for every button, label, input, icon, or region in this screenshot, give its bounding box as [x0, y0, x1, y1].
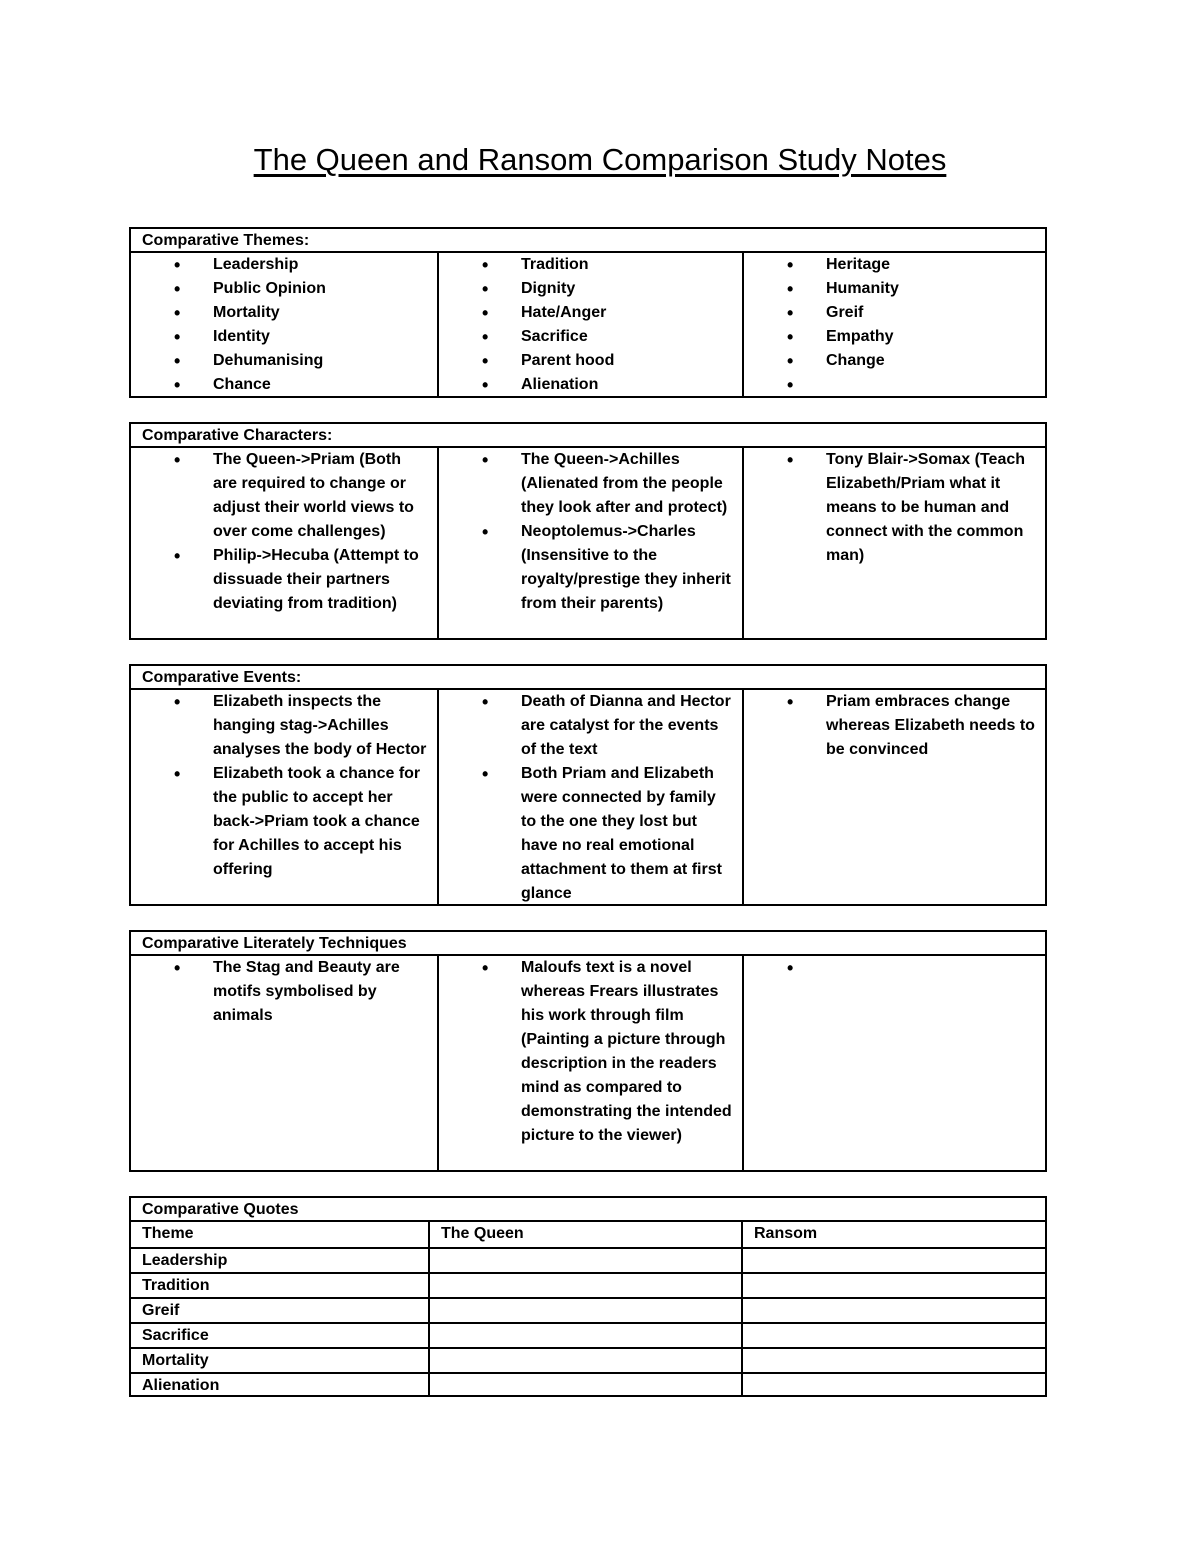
quote-ransom-cell: [741, 1249, 1045, 1272]
table-row: [131, 1247, 1045, 1272]
list-item: • Priam embraces change whereas Elizabeth needs to be convinced: [826, 690, 1035, 762]
characters-column-3: [742, 448, 1045, 638]
list-item: • Dehumanising: [213, 349, 427, 373]
quote-queen-cell: [428, 1299, 741, 1322]
list-item: • The Queen->Priam (Both are required to change or adjust their world views to over come challenges): [213, 448, 427, 544]
events-column-1: [131, 690, 437, 904]
list-item: • Dignity: [521, 277, 732, 301]
themes-table: [129, 227, 1047, 398]
list-item: • Tradition: [521, 253, 732, 277]
characters-heading: Comparative Characters:: [131, 424, 1045, 448]
quotes-heading: Comparative Quotes: [131, 1198, 1045, 1222]
quote-queen-cell: [428, 1349, 741, 1372]
quote-queen-cell: [428, 1249, 741, 1272]
techniques-list-1: [131, 956, 437, 1028]
characters-column-1: [131, 448, 437, 638]
themes-list-3: [744, 253, 1045, 373]
quote-theme-cell: Tradition: [142, 1277, 210, 1294]
list-item: • Death of Dianna and Hector are catalyst for the events of the text: [521, 690, 732, 762]
techniques-column-1: [131, 956, 437, 1170]
quote-theme-cell: Mortality: [142, 1352, 209, 1369]
themes-list-2: [439, 253, 742, 397]
list-item: • Hate/Anger: [521, 301, 732, 325]
list-item: • Change: [826, 349, 1035, 373]
quote-ransom-cell: [741, 1349, 1045, 1372]
list-item: • Elizabeth inspects the hanging stag->Achilles analyses the body of Hector: [213, 690, 427, 762]
quotes-header-row: [131, 1222, 1045, 1247]
list-item: • Heritage: [826, 253, 1035, 277]
list-item: • Greif: [826, 301, 1035, 325]
events-table: [129, 664, 1047, 906]
characters-column-2: [437, 448, 742, 638]
quote-ransom-cell: [741, 1299, 1045, 1322]
quotes-col-queen: The Queen: [428, 1222, 741, 1247]
themes-column-1: [131, 253, 437, 396]
list-item: • Identity: [213, 325, 427, 349]
quote-ransom-cell: [741, 1274, 1045, 1297]
list-item: • Philip->Hecuba (Attempt to dissuade their partners deviating from tradition): [213, 544, 427, 616]
techniques-list-2: [439, 956, 742, 1148]
list-item: • Elizabeth took a chance for the public to accept her back->Priam took a chance for Achilles to accept his offering: [213, 762, 427, 882]
characters-list-3: [744, 448, 1045, 568]
events-list-1: [131, 690, 437, 882]
list-item: • Empathy: [826, 325, 1035, 349]
table-row: [131, 1272, 1045, 1297]
techniques-column-2: [437, 956, 742, 1170]
list-item: • Alienation: [521, 373, 732, 397]
list-item: • Both Priam and Elizabeth were connected by family to the one they lost but have no real emotional attachment to them at first glance: [521, 762, 732, 906]
list-item: • The Queen->Achilles (Alienated from the people they look after and protect): [521, 448, 732, 520]
techniques-heading: Comparative Literately Techniques: [131, 932, 1045, 956]
table-row: [131, 1347, 1045, 1372]
events-heading: Comparative Events:: [131, 666, 1045, 690]
themes-heading: Comparative Themes:: [131, 229, 1045, 253]
list-item: • Tony Blair->Somax (Teach Elizabeth/Priam what it means to be human and connect with the common man): [826, 448, 1035, 568]
quotes-table: [129, 1196, 1047, 1397]
quote-queen-cell: [428, 1324, 741, 1347]
techniques-column-3: [742, 956, 1045, 1170]
quote-ransom-cell: [741, 1374, 1045, 1397]
themes-list-1: [131, 253, 437, 397]
quotes-col-theme: Theme: [142, 1225, 194, 1242]
characters-table: [129, 422, 1047, 640]
quote-theme-cell: Alienation: [142, 1377, 220, 1394]
characters-list-2: [439, 448, 742, 616]
quote-ransom-cell: [741, 1324, 1045, 1347]
events-column-3: [742, 690, 1045, 904]
list-item: • Chance: [213, 373, 427, 397]
list-item: • Leadership: [213, 253, 427, 277]
quote-theme-cell: Greif: [142, 1302, 180, 1319]
quotes-rows: [131, 1222, 1045, 1397]
quote-queen-cell: [428, 1374, 741, 1397]
list-item: • Sacrifice: [521, 325, 732, 349]
events-list-2: [439, 690, 742, 906]
quotes-col-ransom: Ransom: [741, 1222, 1045, 1247]
table-row: [131, 1322, 1045, 1347]
list-item: • Maloufs text is a novel whereas Frears illustrates his work through film (Painting a picture through description in the readers mind as compared to demonstrating the intended picture to the viewer): [521, 956, 732, 1148]
quote-theme-cell: Sacrifice: [142, 1327, 209, 1344]
quote-theme-cell: Leadership: [142, 1252, 228, 1269]
list-item: • Public Opinion: [213, 277, 427, 301]
techniques-table: [129, 930, 1047, 1172]
list-item: • Mortality: [213, 301, 427, 325]
events-column-2: [437, 690, 742, 904]
events-list-3: [744, 690, 1045, 762]
table-row: [131, 1297, 1045, 1322]
list-item: • Parent hood: [521, 349, 732, 373]
quote-queen-cell: [428, 1274, 741, 1297]
characters-list-1: [131, 448, 437, 616]
themes-column-3: [742, 253, 1045, 396]
page-title: The Queen and Ransom Comparison Study Notes: [253, 142, 947, 177]
themes-column-2: [437, 253, 742, 396]
list-item: • Neoptolemus->Charles (Insensitive to the royalty/prestige they inherit from their parents): [521, 520, 732, 616]
list-item: • The Stag and Beauty are motifs symbolised by animals: [213, 956, 427, 1028]
table-row: [131, 1372, 1045, 1397]
list-item: • Humanity: [826, 277, 1035, 301]
